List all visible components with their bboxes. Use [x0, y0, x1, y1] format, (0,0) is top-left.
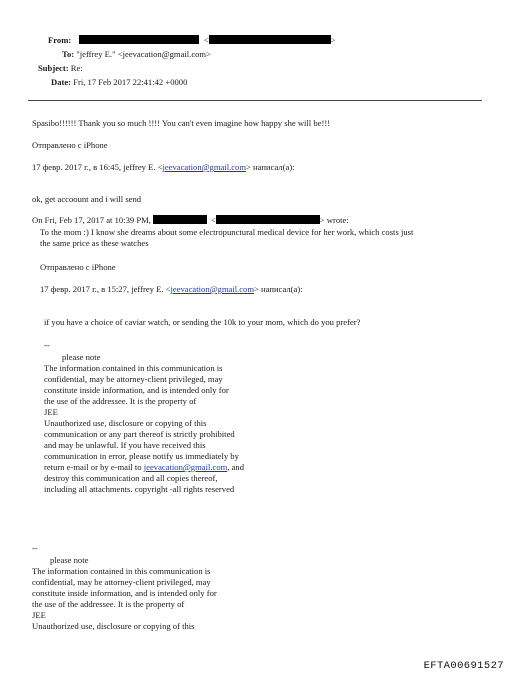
redacted-sender-email	[216, 215, 320, 224]
date-label: Date:	[51, 77, 72, 87]
email-link[interactable]: jeevacation@gmail.com	[143, 462, 228, 472]
disclaimer-line: confidential, may be attorney-client privileged, may	[32, 577, 211, 587]
quote-header: On Fri, Feb 17, 2017 at 10:39 PM, < > wrote:	[32, 215, 349, 225]
subject-value: Re:	[70, 63, 83, 73]
message-text: the same price as these watches	[40, 238, 149, 248]
disclaimer-line: return e-mail or by e-mail to jeevacation@gmail.com, and	[44, 462, 245, 472]
message-text: ok, get accoount and i will send	[32, 194, 142, 204]
disclaimer-heading: please note	[62, 352, 101, 362]
sent-from-iphone: Отправлено с iPhone	[40, 262, 116, 272]
to-label: To:	[62, 49, 75, 59]
redacted-sender-name	[153, 215, 207, 224]
message-text: To the mom :) I know she dreams about some electropunctural medical device for her work, which costs just	[40, 227, 414, 237]
quote-header: 17 февр. 2017 г., в 16:45, jeffrey E. <jeevacation@gmail.com> написал(а):	[32, 162, 295, 172]
to-value: "jeffrey E." <jeevacation@gmail.com>	[76, 49, 211, 59]
message-text: if you have a choice of caviar watch, or sending the 10k to your mom, which do you prefer?	[44, 317, 361, 327]
disclaimer-line: constitute inside information, and is intended only for	[44, 385, 229, 395]
disclaimer-line: the use of the addressee. It is the property of	[32, 599, 185, 609]
from-label: From:	[48, 35, 72, 45]
message-text: Spasibo!!!!!! Thank you so much !!!! You can't even imagine how happy she will be!!!	[32, 118, 331, 128]
redacted-from-name	[79, 35, 199, 44]
signature-separator: --	[32, 543, 38, 553]
from-row: From: < >	[48, 35, 336, 45]
to-row	[62, 49, 211, 59]
signature-separator: --	[44, 340, 50, 350]
email-link[interactable]: jeevacation@gmail.com	[170, 284, 255, 294]
disclaimer-line: including all attachments. copyright -all rights reserved	[44, 484, 235, 494]
disclaimer-line: JEE	[44, 407, 58, 417]
sent-from-iphone: Отправлено с iPhone	[32, 140, 108, 150]
disclaimer-line: JEE	[32, 610, 46, 620]
bates-number: EFTA00691527	[423, 660, 504, 672]
disclaimer-line: destroy this communication and all copies thereof,	[44, 473, 218, 483]
disclaimer-line: communication in error, please notify us immediately by	[44, 451, 239, 461]
subject-row	[38, 63, 83, 73]
date-value: Fri, 17 Feb 2017 22:41:42 +0000	[73, 77, 188, 87]
disclaimer-heading: please note	[50, 555, 89, 565]
quote-header: 17 февр. 2017 г., в 15:27, jeffrey E. <jeevacation@gmail.com> написал(а):	[40, 284, 303, 294]
disclaimer-line: the use of the addressee. It is the property of	[44, 396, 197, 406]
disclaimer-line: confidential, may be attorney-client privileged, may	[44, 374, 223, 384]
disclaimer-line: constitute inside information, and is intended only for	[32, 588, 217, 598]
disclaimer-line: and may be unlawful. If you have received this	[44, 440, 206, 450]
disclaimer-line: communication or any part thereof is strictly prohibited	[44, 429, 235, 439]
disclaimer-line: Unauthorized use, disclosure or copying of this	[32, 621, 195, 631]
header-divider	[28, 100, 482, 101]
email-link[interactable]: jeevacation@gmail.com	[162, 162, 247, 172]
disclaimer-line: The information contained in this communication is	[32, 566, 211, 576]
disclaimer-line: The information contained in this communication is	[44, 363, 223, 373]
subject-label: Subject:	[38, 63, 69, 73]
redacted-from-email	[209, 35, 331, 44]
date-row	[51, 77, 187, 87]
disclaimer-line: Unauthorized use, disclosure or copying of this	[44, 418, 207, 428]
